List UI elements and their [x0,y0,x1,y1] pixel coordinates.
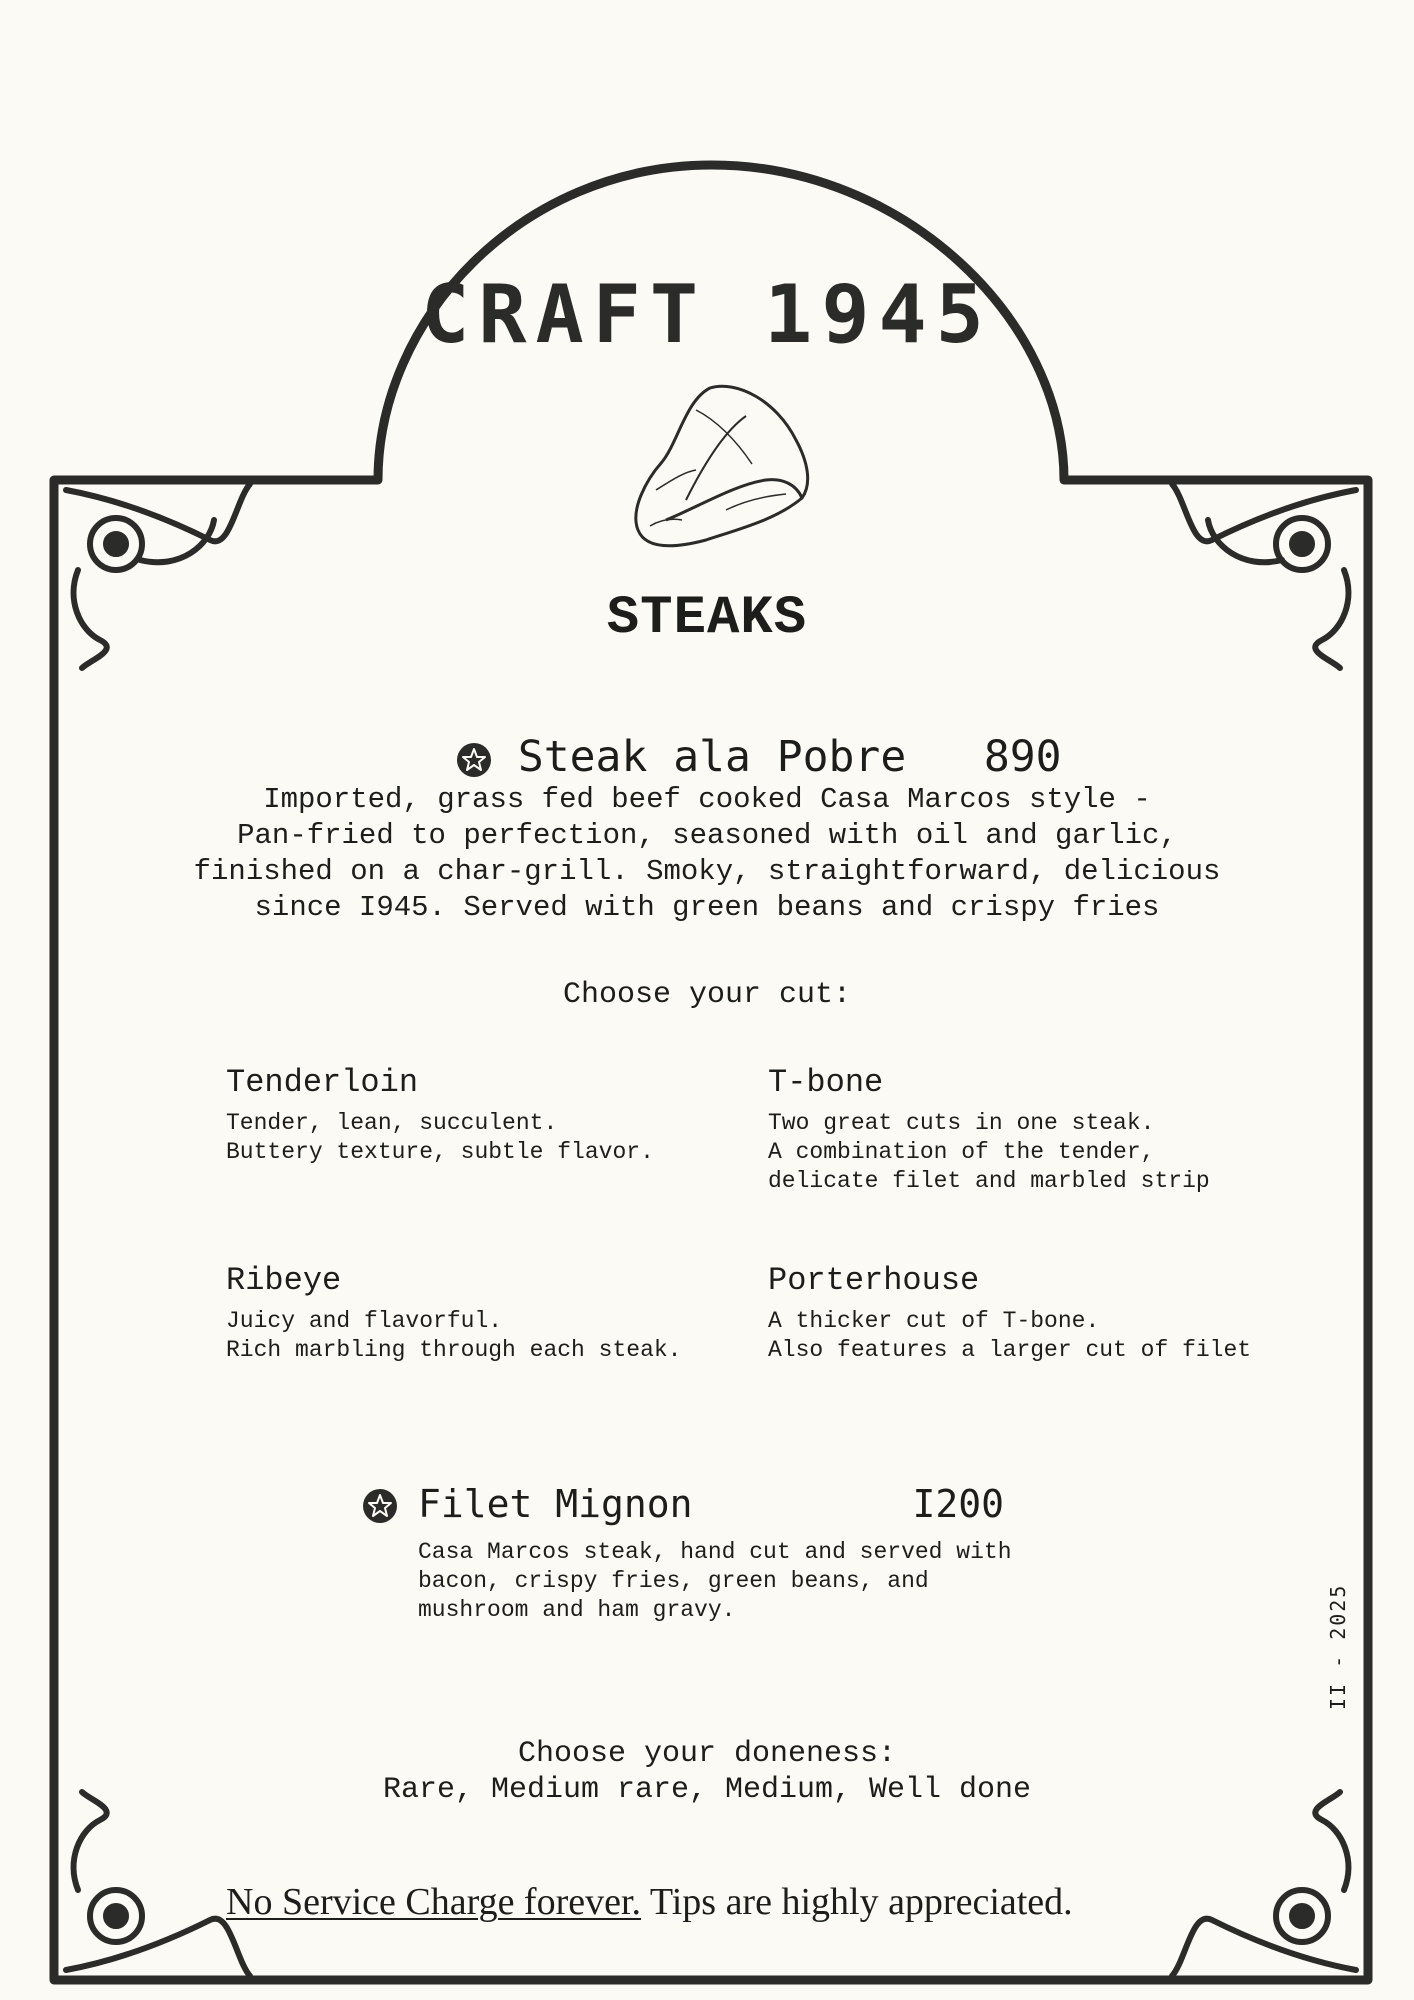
doneness-label: Choose your doneness: [517,1737,897,1771]
description-line: finished on a char-grill. Smoky, straightforward, delicious [193,855,1221,888]
cut-porterhouse [768,1262,1251,1365]
cut-name: Ribeye [226,1262,342,1299]
description-line: mushroom and ham gravy. [418,1597,736,1623]
corner-scroll-ornament-bottom-left [66,1792,250,1976]
filet-name: Filet Mignon [418,1482,693,1526]
filet-description [418,1538,1012,1625]
description-line: since I945. Served with green beans and crispy fries [254,891,1160,924]
description-line: Pan-fried to perfection, seasoned with oil and garlic, [237,819,1177,852]
cut-line: A thicker cut of T-bone. [768,1308,1100,1334]
choose-cut-label: Choose your cut: [562,978,852,1012]
footer-note [226,1880,1073,1924]
cut-t-bone [768,1064,1210,1196]
dish-name: Steak ala Pobre [517,732,907,782]
description-line: Casa Marcos steak, hand cut and served with [418,1539,1012,1565]
cut-name: Porterhouse [768,1262,980,1299]
filet-price: I200 [912,1482,1004,1526]
doneness-block [0,1736,1414,1808]
description-line: Imported, grass fed beef cooked Casa Marcos style - [263,783,1151,816]
dish-description [180,782,1234,926]
cut-line: Juicy and flavorful. [226,1308,503,1334]
steak-illustration-icon [626,380,814,552]
cut-line: Two great cuts in one steak. [768,1110,1155,1136]
star-badge-icon [456,742,492,778]
doneness-options: Rare, Medium rare, Medium, Well done [382,1773,1032,1807]
cut-name: Tenderloin [226,1064,419,1101]
cut-line: Also features a larger cut of filet [768,1337,1252,1363]
dish-price: 890 [983,732,1062,782]
filet-heading [362,1482,1012,1532]
cut-name: T-bone [768,1064,884,1101]
star-badge-icon [362,1488,398,1524]
brand-title: CRAFT 1945 [421,268,993,361]
cut-line: Buttery texture, subtle flavor. [226,1139,654,1165]
cut-tenderloin [226,1064,654,1167]
no-service-charge: No Service Charge forever. [226,1881,642,1923]
tips-note: Tips are highly appreciated. [641,1881,1073,1923]
cut-line: Tender, lean, succulent. [226,1110,558,1136]
corner-scroll-ornament-bottom-right [1172,1792,1356,1976]
cut-line: Rich marbling through each steak. [226,1337,682,1363]
description-line: bacon, crispy fries, green beans, and [418,1568,929,1594]
cut-line: A combination of the tender, [768,1139,1155,1165]
cut-ribeye [226,1262,681,1365]
section-title: STEAKS [606,588,808,649]
cut-line: delicate filet and marbled strip [768,1168,1210,1194]
date-code: II - 2025 [1326,1583,1350,1710]
